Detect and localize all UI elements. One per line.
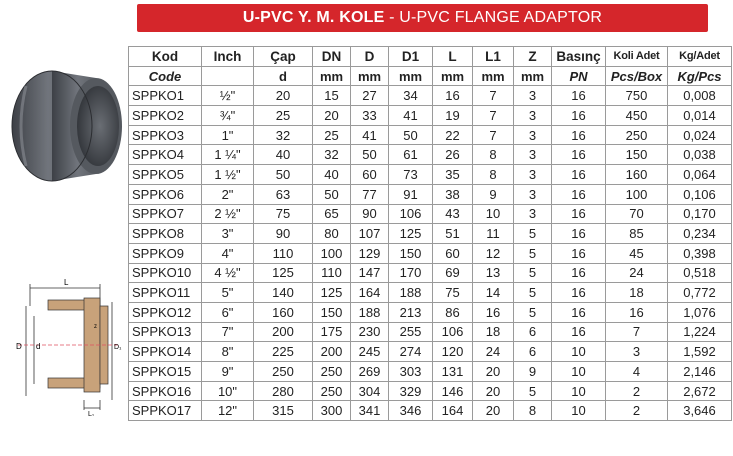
- spec-table: [128, 46, 732, 421]
- table-cell: 750: [606, 86, 668, 106]
- table-cell: 5: [514, 263, 552, 283]
- table-cell: 250: [313, 362, 351, 382]
- unit-header: mm: [313, 66, 351, 86]
- table-cell: 73: [389, 165, 433, 185]
- table-cell: 3: [514, 184, 552, 204]
- table-cell: 170: [389, 263, 433, 283]
- table-cell: 0,234: [668, 224, 732, 244]
- table-row: [129, 184, 732, 204]
- table-cell: 50: [254, 165, 313, 185]
- table-cell: 2 ½": [202, 204, 254, 224]
- table-cell: 175: [313, 322, 351, 342]
- product-code-cell: SPPKO4: [129, 145, 202, 165]
- table-cell: 1,224: [668, 322, 732, 342]
- table-cell: 5: [514, 283, 552, 303]
- table-cell: 0,008: [668, 86, 732, 106]
- table-cell: 12": [202, 401, 254, 421]
- product-code-cell: SPPKO2: [129, 106, 202, 126]
- table-cell: 0,064: [668, 165, 732, 185]
- table-cell: 10: [552, 401, 606, 421]
- table-cell: 16: [552, 125, 606, 145]
- table-row: [129, 342, 732, 362]
- table-cell: 110: [313, 263, 351, 283]
- table-cell: 90: [351, 204, 389, 224]
- table-cell: 346: [389, 401, 433, 421]
- table-cell: 10: [473, 204, 514, 224]
- table-cell: 188: [389, 283, 433, 303]
- table-cell: 100: [313, 243, 351, 263]
- title-bold: U-PVC Y. M. KOLE: [242, 9, 385, 26]
- table-cell: 0,106: [668, 184, 732, 204]
- table-cell: 10": [202, 381, 254, 401]
- table-cell: 3: [514, 86, 552, 106]
- table-row: [129, 165, 732, 185]
- table-cell: 3,646: [668, 401, 732, 421]
- table-cell: 20: [473, 362, 514, 382]
- product-code-cell: SPPKO1: [129, 86, 202, 106]
- table-cell: 22: [433, 125, 473, 145]
- table-cell: 6: [514, 342, 552, 362]
- table-row: [129, 86, 732, 106]
- table-cell: 80: [313, 224, 351, 244]
- unit-header: mm: [433, 66, 473, 86]
- table-cell: 16: [552, 184, 606, 204]
- table-cell: 150: [606, 145, 668, 165]
- table-cell: 61: [389, 145, 433, 165]
- table-cell: 200: [313, 342, 351, 362]
- flange-adaptor-image: [4, 56, 124, 196]
- table-cell: 0,170: [668, 204, 732, 224]
- table-cell: 75: [433, 283, 473, 303]
- table-cell: 147: [351, 263, 389, 283]
- table-cell: 5: [514, 224, 552, 244]
- table-cell: 69: [433, 263, 473, 283]
- column-header: Basınç: [552, 47, 606, 67]
- table-cell: 24: [606, 263, 668, 283]
- technical-drawing: [8, 276, 128, 416]
- table-cell: 19: [433, 106, 473, 126]
- table-cell: 341: [351, 401, 389, 421]
- table-cell: 41: [389, 106, 433, 126]
- table-cell: 8: [473, 165, 514, 185]
- table-cell: 50: [313, 184, 351, 204]
- table-cell: 160: [606, 165, 668, 185]
- table-cell: 16: [552, 224, 606, 244]
- unit-header: mm: [389, 66, 433, 86]
- unit-header: [202, 66, 254, 86]
- table-row: [129, 243, 732, 263]
- table-cell: 16: [552, 302, 606, 322]
- table-cell: 164: [433, 401, 473, 421]
- table-cell: 6: [514, 322, 552, 342]
- column-header: Z: [514, 47, 552, 67]
- title-banner: [137, 4, 708, 32]
- table-cell: 33: [351, 106, 389, 126]
- label-d: d: [36, 342, 41, 351]
- header-row: [129, 47, 732, 67]
- table-cell: 250: [313, 381, 351, 401]
- table-cell: 2,146: [668, 362, 732, 382]
- unit-header: d: [254, 66, 313, 86]
- table-cell: 1 ¼": [202, 145, 254, 165]
- table-cell: 7": [202, 322, 254, 342]
- table-row: [129, 322, 732, 342]
- table-cell: 1,076: [668, 302, 732, 322]
- table-cell: 131: [433, 362, 473, 382]
- table-cell: 2": [202, 184, 254, 204]
- table-cell: 3: [514, 204, 552, 224]
- table-cell: 200: [254, 322, 313, 342]
- table-cell: 450: [606, 106, 668, 126]
- table-cell: 5: [514, 381, 552, 401]
- table-cell: 150: [313, 302, 351, 322]
- table-cell: 110: [254, 243, 313, 263]
- table-cell: 5": [202, 283, 254, 303]
- table-cell: 107: [351, 224, 389, 244]
- table-cell: 16: [552, 165, 606, 185]
- table-cell: 16: [552, 204, 606, 224]
- table-cell: 213: [389, 302, 433, 322]
- table-cell: 160: [254, 302, 313, 322]
- product-code-cell: SPPKO15: [129, 362, 202, 382]
- label-D1: D₁: [114, 344, 122, 351]
- table-cell: 16: [552, 106, 606, 126]
- table-cell: 9: [473, 184, 514, 204]
- product-code-cell: SPPKO6: [129, 184, 202, 204]
- table-cell: 51: [433, 224, 473, 244]
- table-cell: 5: [514, 302, 552, 322]
- table-cell: 65: [313, 204, 351, 224]
- table-cell: 3: [514, 165, 552, 185]
- table-cell: 0,038: [668, 145, 732, 165]
- table-cell: 8: [473, 145, 514, 165]
- table-cell: 106: [389, 204, 433, 224]
- table-row: [129, 106, 732, 126]
- table-row: [129, 224, 732, 244]
- product-code-cell: SPPKO8: [129, 224, 202, 244]
- table-cell: 16: [552, 322, 606, 342]
- table-cell: 41: [351, 125, 389, 145]
- table-cell: 1": [202, 125, 254, 145]
- table-cell: 274: [389, 342, 433, 362]
- product-code-cell: SPPKO12: [129, 302, 202, 322]
- table-cell: 91: [389, 184, 433, 204]
- title-rest: - U-PVC FLANGE ADAPTOR: [384, 9, 603, 26]
- product-code-cell: SPPKO17: [129, 401, 202, 421]
- table-row: [129, 204, 732, 224]
- table-cell: 100: [606, 184, 668, 204]
- table-cell: 32: [254, 125, 313, 145]
- table-cell: 7: [473, 106, 514, 126]
- product-code-cell: SPPKO16: [129, 381, 202, 401]
- table-cell: 25: [313, 125, 351, 145]
- table-cell: 5: [514, 243, 552, 263]
- column-header: DN: [313, 47, 351, 67]
- table-cell: 16: [552, 145, 606, 165]
- column-header: D: [351, 47, 389, 67]
- table-cell: 125: [313, 283, 351, 303]
- column-header: Koli Adet: [606, 47, 668, 67]
- table-cell: 3: [514, 145, 552, 165]
- table-cell: 20: [313, 106, 351, 126]
- table-cell: 70: [606, 204, 668, 224]
- table-cell: 125: [254, 263, 313, 283]
- table-cell: 303: [389, 362, 433, 382]
- table-cell: 20: [473, 381, 514, 401]
- table-cell: 18: [473, 322, 514, 342]
- table-cell: 164: [351, 283, 389, 303]
- column-header: Kg/Adet: [668, 47, 732, 67]
- label-L1: L₁: [88, 411, 95, 416]
- unit-header: PN: [552, 66, 606, 86]
- table-cell: 315: [254, 401, 313, 421]
- table-cell: 129: [351, 243, 389, 263]
- column-header: L: [433, 47, 473, 67]
- table-cell: 13: [473, 263, 514, 283]
- table-row: [129, 362, 732, 382]
- table-cell: 16: [433, 86, 473, 106]
- unit-header: Pcs/Box: [606, 66, 668, 86]
- table-cell: 1,592: [668, 342, 732, 362]
- product-code-cell: SPPKO3: [129, 125, 202, 145]
- table-cell: 4": [202, 243, 254, 263]
- table-cell: 0,518: [668, 263, 732, 283]
- table-cell: 0,398: [668, 243, 732, 263]
- table-cell: 60: [433, 243, 473, 263]
- table-cell: 27: [351, 86, 389, 106]
- table-cell: 188: [351, 302, 389, 322]
- table-cell: 16: [473, 302, 514, 322]
- table-cell: 34: [389, 86, 433, 106]
- product-code-cell: SPPKO13: [129, 322, 202, 342]
- table-cell: 4 ½": [202, 263, 254, 283]
- table-row: [129, 283, 732, 303]
- table-cell: 250: [254, 362, 313, 382]
- table-cell: 230: [351, 322, 389, 342]
- table-cell: 8: [514, 401, 552, 421]
- table-cell: 2: [606, 401, 668, 421]
- table-cell: 3: [606, 342, 668, 362]
- table-cell: 269: [351, 362, 389, 382]
- table-cell: 7: [473, 86, 514, 106]
- table-cell: 106: [433, 322, 473, 342]
- column-header: D1: [389, 47, 433, 67]
- table-cell: 7: [473, 125, 514, 145]
- table-cell: 7: [606, 322, 668, 342]
- table-cell: 20: [473, 401, 514, 421]
- table-cell: 125: [389, 224, 433, 244]
- table-cell: 77: [351, 184, 389, 204]
- table-cell: 32: [313, 145, 351, 165]
- table-cell: 14: [473, 283, 514, 303]
- table-row: [129, 263, 732, 283]
- table-cell: 38: [433, 184, 473, 204]
- table-cell: 16: [552, 263, 606, 283]
- table-cell: 329: [389, 381, 433, 401]
- table-cell: 140: [254, 283, 313, 303]
- table-cell: 4: [606, 362, 668, 382]
- table-cell: 2,672: [668, 381, 732, 401]
- table-cell: 0,772: [668, 283, 732, 303]
- table-cell: 45: [606, 243, 668, 263]
- table-cell: 12: [473, 243, 514, 263]
- table-cell: 40: [313, 165, 351, 185]
- table-cell: 24: [473, 342, 514, 362]
- label-D: D: [16, 342, 22, 351]
- table-cell: 26: [433, 145, 473, 165]
- table-row: [129, 302, 732, 322]
- table-row: [129, 125, 732, 145]
- column-header: Kod: [129, 47, 202, 67]
- table-cell: 35: [433, 165, 473, 185]
- table-cell: 9": [202, 362, 254, 382]
- table-cell: 18: [606, 283, 668, 303]
- table-cell: 25: [254, 106, 313, 126]
- table-cell: 120: [433, 342, 473, 362]
- table-cell: 304: [351, 381, 389, 401]
- table-cell: 3: [514, 106, 552, 126]
- table-cell: 85: [606, 224, 668, 244]
- product-code-cell: SPPKO14: [129, 342, 202, 362]
- table-cell: 10: [552, 342, 606, 362]
- unit-header: mm: [514, 66, 552, 86]
- table-cell: 90: [254, 224, 313, 244]
- table-cell: 150: [389, 243, 433, 263]
- table-cell: 86: [433, 302, 473, 322]
- column-header: Çap: [254, 47, 313, 67]
- table-cell: 63: [254, 184, 313, 204]
- table-cell: 1 ½": [202, 165, 254, 185]
- column-header: Inch: [202, 47, 254, 67]
- table-cell: 20: [254, 86, 313, 106]
- table-cell: 255: [389, 322, 433, 342]
- product-code-cell: SPPKO11: [129, 283, 202, 303]
- table-row: [129, 145, 732, 165]
- table-cell: ¾": [202, 106, 254, 126]
- table-cell: 9: [514, 362, 552, 382]
- table-cell: 50: [351, 145, 389, 165]
- table-cell: 16: [606, 302, 668, 322]
- column-header: L1: [473, 47, 514, 67]
- product-code-cell: SPPKO5: [129, 165, 202, 185]
- table-cell: 2: [606, 381, 668, 401]
- table-cell: 0,024: [668, 125, 732, 145]
- table-row: [129, 381, 732, 401]
- table-cell: 15: [313, 86, 351, 106]
- table-cell: 75: [254, 204, 313, 224]
- table-cell: 300: [313, 401, 351, 421]
- table-cell: 6": [202, 302, 254, 322]
- table-cell: 8": [202, 342, 254, 362]
- table-cell: 16: [552, 86, 606, 106]
- table-cell: 10: [552, 362, 606, 382]
- label-Z: z: [94, 324, 97, 330]
- units-row: [129, 66, 732, 86]
- unit-header: mm: [351, 66, 389, 86]
- table-cell: 16: [552, 283, 606, 303]
- table-cell: 43: [433, 204, 473, 224]
- label-L: L: [64, 278, 69, 287]
- table-cell: ½": [202, 86, 254, 106]
- table-cell: 60: [351, 165, 389, 185]
- table-cell: 11: [473, 224, 514, 244]
- table-cell: 50: [389, 125, 433, 145]
- unit-header: Kg/Pcs: [668, 66, 732, 86]
- table-body: [129, 86, 732, 421]
- table-cell: 40: [254, 145, 313, 165]
- unit-header: Code: [129, 66, 202, 86]
- product-code-cell: SPPKO10: [129, 263, 202, 283]
- table-cell: 10: [552, 381, 606, 401]
- product-code-cell: SPPKO9: [129, 243, 202, 263]
- table-cell: 280: [254, 381, 313, 401]
- table-row: [129, 401, 732, 421]
- product-code-cell: SPPKO7: [129, 204, 202, 224]
- table-cell: 0,014: [668, 106, 732, 126]
- table-cell: 225: [254, 342, 313, 362]
- unit-header: mm: [473, 66, 514, 86]
- table-cell: 3: [514, 125, 552, 145]
- table-cell: 245: [351, 342, 389, 362]
- table-cell: 146: [433, 381, 473, 401]
- table-cell: 250: [606, 125, 668, 145]
- table-cell: 16: [552, 243, 606, 263]
- table-cell: 3": [202, 224, 254, 244]
